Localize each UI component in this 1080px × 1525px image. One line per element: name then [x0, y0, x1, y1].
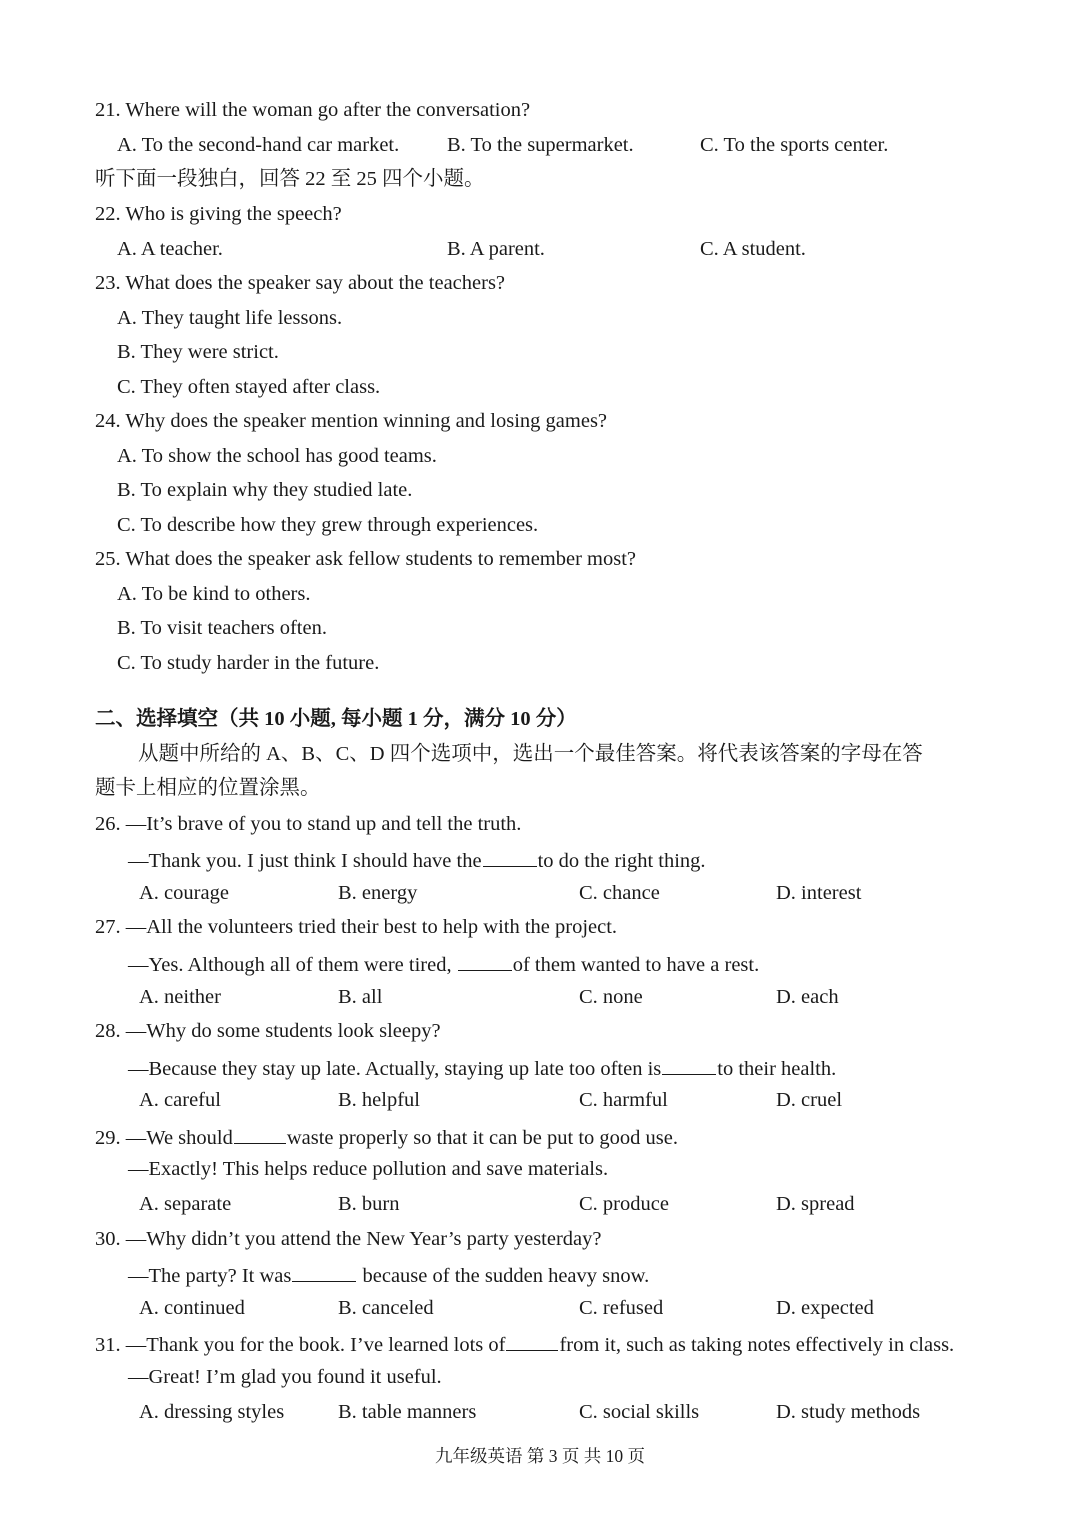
question-25-stem: 25. What does the speaker ask fellow students to remember most? — [95, 548, 637, 570]
question-27-option-b: B. all — [338, 986, 383, 1008]
question-30-line-2-after: because of the sudden heavy snow. — [362, 1265, 650, 1287]
section-2-heading: 二、选择填空（共 10 小题, 每小题 1 分，满分 10 分） — [95, 708, 577, 730]
question-31-option-b: B. table manners — [338, 1401, 477, 1423]
question-27-option-c: C. none — [579, 986, 643, 1008]
question-29-option-c: C. produce — [579, 1193, 669, 1215]
question-25-option-c: C. To study harder in the future. — [117, 652, 380, 674]
question-31-line-1-before: 31. —Thank you for the book. I’ve learned lots of — [95, 1334, 506, 1356]
question-30-line-2 — [128, 1263, 649, 1287]
question-27-option-a: A. neither — [139, 986, 221, 1008]
question-26-line-1: 26. —It’s brave of you to stand up and tell the truth. — [95, 813, 522, 835]
question-28-line-1: 28. —Why do some students look sleepy? — [95, 1020, 441, 1042]
question-23-option-a: A. They taught life lessons. — [117, 307, 343, 329]
question-30-line-1: 30. —Why didn’t you attend the New Year’s party yesterday? — [95, 1228, 602, 1250]
question-27-option-d: D. each — [776, 986, 839, 1008]
question-28-line-2 — [128, 1056, 836, 1080]
question-22-option-b: B. A parent. — [447, 238, 545, 260]
question-23-option-c: C. They often stayed after class. — [117, 376, 381, 398]
answer-blank — [483, 848, 537, 867]
question-27-line-2-before: —Yes. Although all of them were tired, — [128, 954, 452, 976]
question-28-option-d: D. cruel — [776, 1089, 843, 1111]
question-23-option-b: B. They were strict. — [117, 341, 279, 363]
question-29-option-b: B. burn — [338, 1193, 400, 1215]
question-31-option-a: A. dressing styles — [139, 1401, 285, 1423]
answer-blank — [234, 1125, 286, 1144]
answer-blank — [292, 1263, 356, 1282]
question-25-option-a: A. To be kind to others. — [117, 583, 311, 605]
question-30-option-d: D. expected — [776, 1297, 874, 1319]
question-26-line-2-before: —Thank you. I just think I should have the — [128, 850, 482, 872]
question-29-line-1 — [95, 1125, 678, 1149]
question-28-option-c: C. harmful — [579, 1089, 668, 1111]
question-29-line-1-before: 29. —We should — [95, 1127, 233, 1149]
section-2-instruction-line-2: 题卡上相应的位置涂黑。 — [95, 777, 321, 799]
question-26-option-a: A. courage — [139, 882, 229, 904]
section-2-instruction-line-1: 从题中所给的 A、B、C、D 四个选项中，选出一个最佳答案。将代表该答案的字母在答 — [138, 743, 923, 765]
question-28-option-b: B. helpful — [338, 1089, 420, 1111]
question-30-option-b: B. canceled — [338, 1297, 434, 1319]
answer-blank — [506, 1332, 558, 1351]
question-29-option-d: D. spread — [776, 1193, 855, 1215]
question-31-option-c: C. social skills — [579, 1401, 700, 1423]
question-23-stem: 23. What does the speaker say about the teachers? — [95, 272, 506, 294]
question-28-option-a: A. careful — [139, 1089, 221, 1111]
question-22-option-a: A. A teacher. — [117, 238, 223, 260]
question-21-option-c: C. To the sports center. — [700, 134, 889, 156]
question-27-line-2 — [128, 952, 759, 976]
question-26-line-2-after: to do the right thing. — [537, 850, 706, 872]
answer-blank — [662, 1056, 716, 1075]
question-26-line-2 — [128, 848, 706, 872]
question-21-option-a: A. To the second-hand car market. — [117, 134, 400, 156]
instruction-22-25: 听下面一段独白，回答 22 至 25 四个小题。 — [95, 168, 485, 190]
question-31-option-d: D. study methods — [776, 1401, 921, 1423]
question-25-option-b: B. To visit teachers often. — [117, 617, 327, 639]
question-30-option-a: A. continued — [139, 1297, 245, 1319]
question-24-option-b: B. To explain why they studied late. — [117, 479, 413, 501]
question-30-line-2-before: —The party? It was — [128, 1265, 292, 1287]
question-27-line-1: 27. —All the volunteers tried their best to help with the project. — [95, 916, 618, 938]
question-26-option-c: C. chance — [579, 882, 660, 904]
question-27-line-2-after: of them wanted to have a rest. — [512, 954, 760, 976]
question-26-option-d: D. interest — [776, 882, 862, 904]
question-31-line-1 — [95, 1332, 954, 1356]
question-24-option-a: A. To show the school has good teams. — [117, 445, 437, 467]
question-29-line-1-after: waste properly so that it can be put to good use. — [286, 1127, 678, 1149]
question-24-option-c: C. To describe how they grew through experiences. — [117, 514, 539, 536]
question-28-line-2-before: —Because they stay up late. Actually, staying up late too often is — [128, 1058, 662, 1080]
question-26-option-b: B. energy — [338, 882, 418, 904]
question-21-stem: 21. Where will the woman go after the conversation? — [95, 99, 531, 121]
question-29-line-2: —Exactly! This helps reduce pollution and save materials. — [128, 1158, 609, 1180]
question-22-option-c: C. A student. — [700, 238, 806, 260]
question-31-line-1-after: from it, such as taking notes effectively in class. — [559, 1334, 955, 1356]
answer-blank — [458, 952, 512, 971]
question-28-line-2-after: to their health. — [717, 1058, 837, 1080]
page-footer: 九年级英语 第 3 页 共 10 页 — [435, 1446, 645, 1466]
question-22-stem: 22. Who is giving the speech? — [95, 203, 342, 225]
question-21-option-b: B. To the supermarket. — [447, 134, 634, 156]
question-30-option-c: C. refused — [579, 1297, 664, 1319]
question-29-option-a: A. separate — [139, 1193, 232, 1215]
question-31-line-2: —Great! I’m glad you found it useful. — [128, 1366, 442, 1388]
question-24-stem: 24. Why does the speaker mention winning and losing games? — [95, 410, 608, 432]
